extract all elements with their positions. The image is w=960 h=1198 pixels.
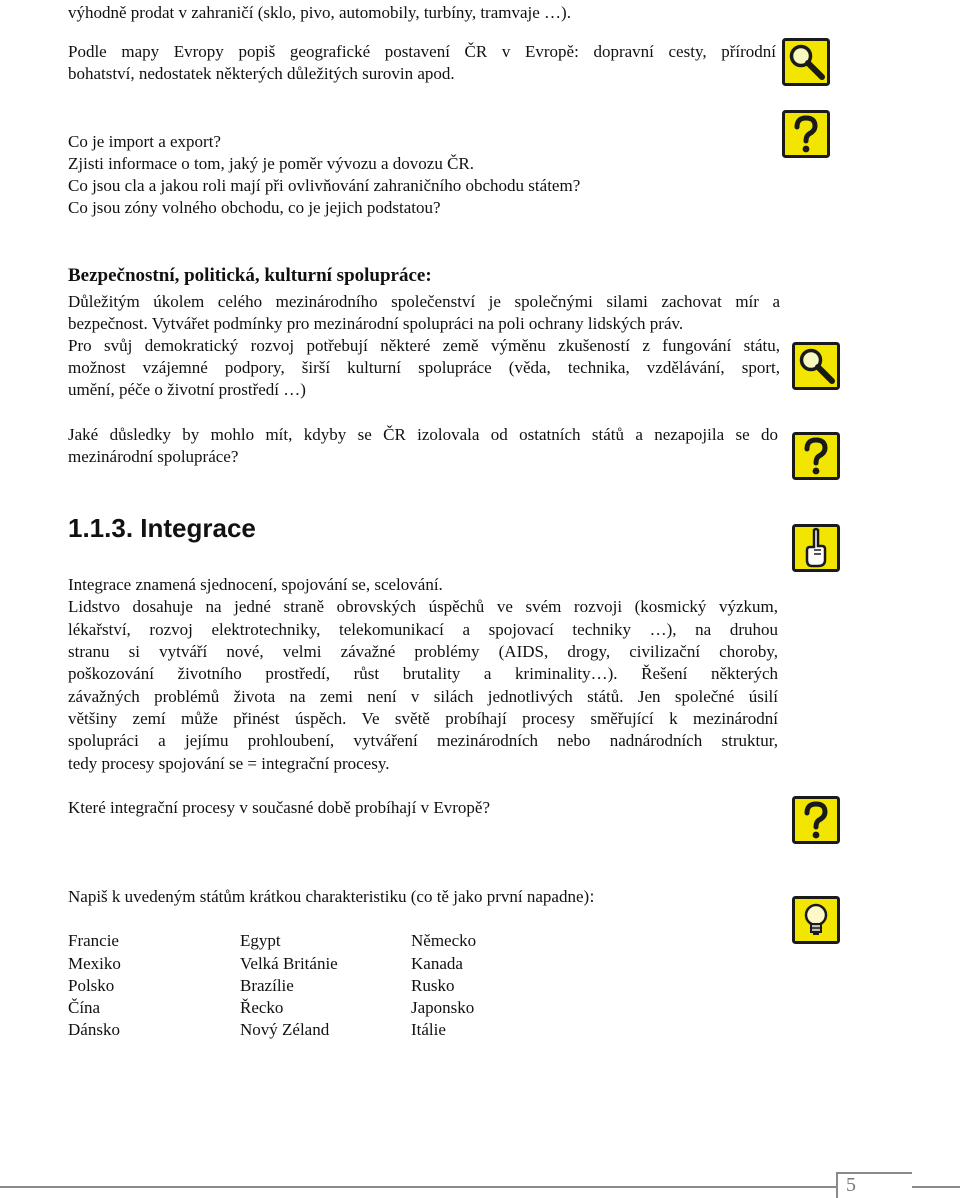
question-item: Co je import a export?: [68, 132, 221, 151]
table-cell: Velká Británie: [240, 954, 338, 973]
page-number: 5: [846, 1174, 856, 1196]
question-line: mezinárodní spolupráce?: [68, 447, 239, 466]
question-item: Zjisti informace o tom, jaký je poměr vývozu a dovozu ČR.: [68, 154, 475, 173]
text-line: závažných problémů života na zemi není v silách jednotlivých států. Jen společné úsilí: [68, 687, 778, 706]
table-cell: Mexiko: [68, 954, 121, 973]
table-cell: Dánsko: [68, 1020, 120, 1039]
table-cell: Německo: [411, 931, 477, 950]
text-line: tedy procesy spojování se = integrační procesy.: [68, 754, 390, 773]
text-line: Pro svůj demokratický rozvoj potřebují některé země výměnu zkušeností z fungování státu,: [68, 336, 780, 355]
task-text: Napiš k uvedeným státům krátkou charakteristiku (co tě jako první napadne): [68, 887, 590, 906]
table-cell: Itálie: [411, 1020, 446, 1039]
table-cell: Brazílie: [240, 976, 294, 995]
text-line: Integrace znamená sjednocení, spojování se, scelování.: [68, 575, 443, 594]
text-line: bohatství, nedostatek některých důležitých surovin apod.: [68, 64, 455, 83]
question-mark-icon: [792, 432, 840, 480]
text-line: spolupráci a jejímu prohloubení, vytváření mezinárodních nebo nadnárodních struktur,: [68, 731, 778, 750]
light-bulb-icon: [792, 896, 840, 944]
question-item: Co jsou zóny volného obchodu, co je jejich podstatou?: [68, 198, 441, 217]
task-colon: :: [589, 887, 595, 906]
question-line: Jaké důsledky by mohlo mít, kdyby se ČR izolovala od ostatních států a nezapojila se do: [68, 425, 778, 444]
text-line: Lidstvo dosahuje na jedné straně obrovských úspěchů ve svém rozvoji (kosmický výzkum,: [68, 597, 778, 616]
text-line: umění, péče o životní prostředí …): [68, 380, 306, 399]
text-line: stranu si vytváří nové, velmi závažné problémy (AIDS, drogy, civilizační choroby,: [68, 642, 778, 661]
question-mark-icon: [792, 796, 840, 844]
table-cell: Egypt: [240, 931, 281, 950]
magnifier-icon: [782, 38, 830, 86]
table-cell: Japonsko: [411, 998, 475, 1017]
table-cell: Polsko: [68, 976, 115, 995]
question-mark-icon: [782, 110, 830, 158]
text-line: výhodně prodat v zahraničí (sklo, pivo, automobily, turbíny, tramvaje …).: [68, 3, 571, 22]
table-cell: Kanada: [411, 954, 463, 973]
magnifier-icon: [792, 342, 840, 390]
text-line: bezpečnost. Vytvářet podmínky pro mezinárodní spolupráci na poli ochrany lidských práv.: [68, 314, 684, 333]
text-line: Důležitým úkolem celého mezinárodního společenství je společnými silami zachovat mír a: [68, 292, 780, 311]
pointing-finger-icon: [792, 524, 840, 572]
text-line: většiny zemí může přinést úspěch. Ve světě probíhají procesy směřující k mezinárodní: [68, 709, 778, 728]
footer-rule: [0, 1186, 960, 1188]
table-cell: Čína: [68, 998, 101, 1017]
text-line: lékařství, rozvoj elektrotechniky, telekomunikací a spojovací techniky …), na druhou: [68, 620, 778, 639]
text-line: možnost vzájemné podpory, širší kulturní spolupráce (věda, technika, vzdělávání, sport,: [68, 358, 780, 377]
question-item: Co jsou cla a jakou roli mají při ovlivňování zahraničního obchodu státem?: [68, 176, 581, 195]
table-cell: Francie: [68, 931, 119, 950]
section-heading: Bezpečnostní, politická, kulturní spolupráce:: [68, 265, 432, 286]
task-line: [68, 886, 595, 908]
table-cell: Řecko: [240, 998, 284, 1017]
section-heading: 1.1.3. Integrace: [68, 513, 256, 543]
text-line: poškozování životního prostředí, růst brutality a kriminality…). Řešení některých: [68, 664, 778, 683]
text-line: Podle mapy Evropy popiš geografické postavení ČR v Evropě: dopravní cesty, přírodní: [68, 42, 776, 61]
table-cell: Nový Zéland: [240, 1020, 330, 1039]
question-line: Které integrační procesy v současné době probíhají v Evropě?: [68, 798, 491, 817]
table-cell: Rusko: [411, 976, 455, 995]
